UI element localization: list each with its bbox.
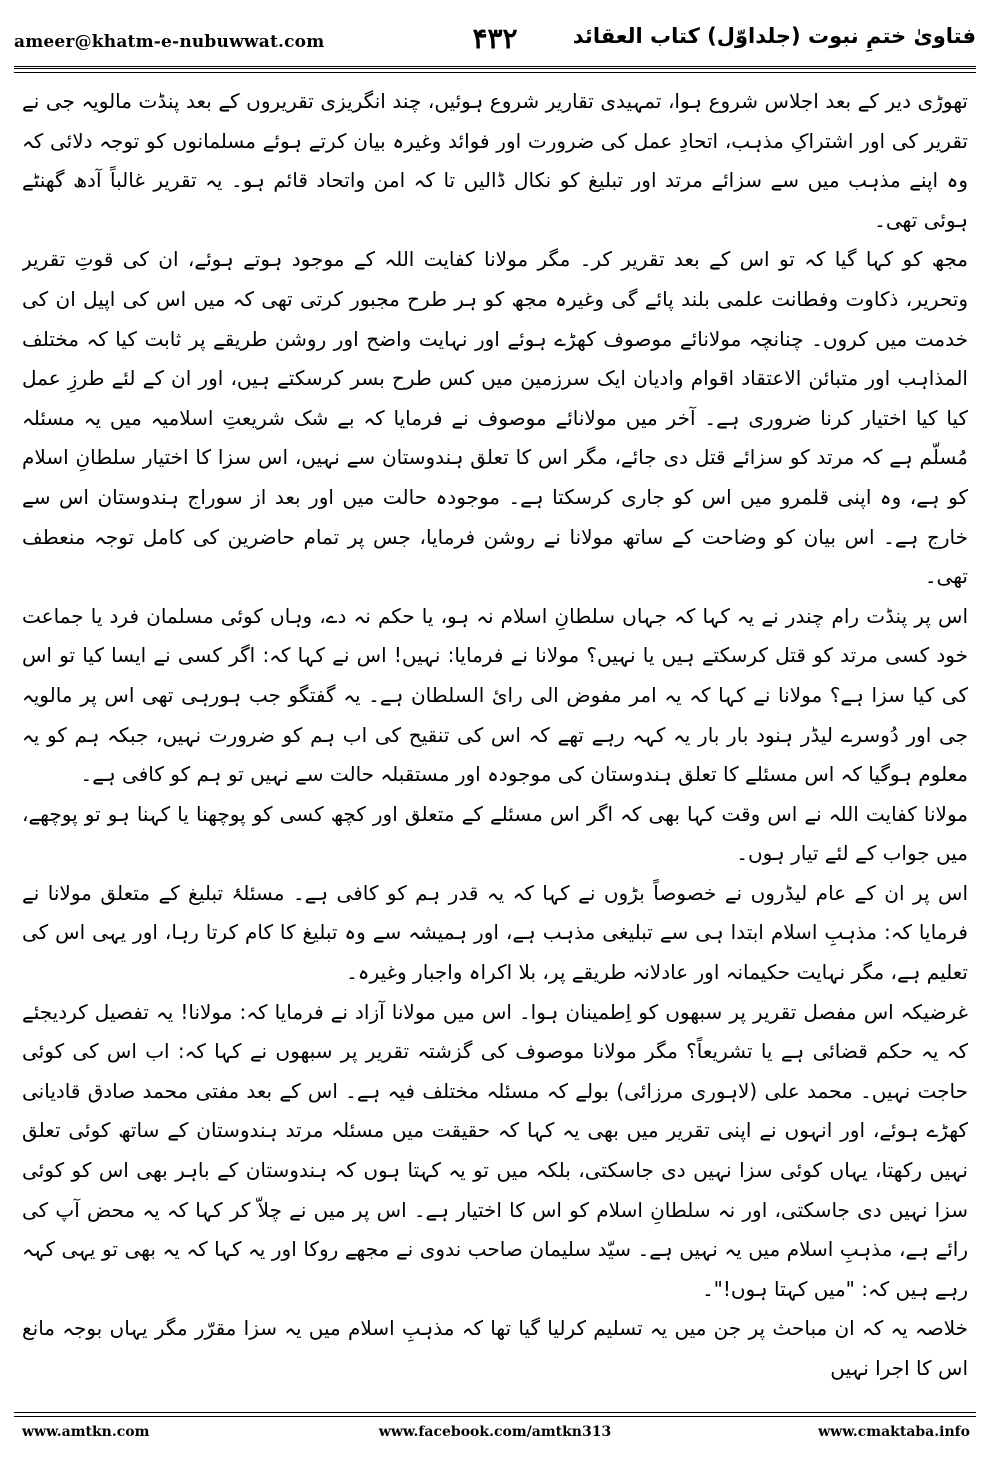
footer-divider xyxy=(14,1412,976,1417)
paragraph: اس پر پنڈت رام چندر نے یہ کہا کہ جہاں سلطانِ اسلام نہ ہو، یا حکم نہ دے، وہاں کوئی مسلمان فرد یا جماعت خود کسی مرتد کو قتل کرسکتے ہیں یا نہیں؟ مولانا نے فرمایا: نہیں! اس نے کہا کہ: اگر کسی نے ایسا کیا تو اس کی کیا سزا ہے؟ مولانا نے کہا کہ یہ امر مفوض الی رائ السلطان ہے۔ یہ گفتگو جب ہورہی تھی اس پر مالویہ جی اور دُوسرے لیڈر ہنود بار بار یہ کہہ رہے تھے کہ اس کی تنقیح کی اب ہم کو ضرورت نہیں، جبکہ ہم کو یہ معلوم ہوگیا کہ اس مسئلے کا تعلق ہندوستان کی موجودہ اور مستقبلہ حالت سے نہیں تو ہم کو کافی ہے۔ xyxy=(22,603,968,787)
header-divider xyxy=(14,66,976,73)
paragraph: خلاصہ یہ کہ ان مباحث پر جن میں یہ تسلیم کرلیا گیا تھا کہ مذہبِ اسلام میں یہ سزا مقرّر مگر یہاں بوجہ مانع اس کا اجرا نہیں xyxy=(22,1316,968,1380)
page-header xyxy=(14,20,976,62)
paragraph: مولانا کفایت اللہ نے اس وقت کہا بھی کہ اگر اس مسئلے کے متعلق اور کچھ کسی کو پوچھنا یا کہنا ہو تو پوچھے، میں جواب کے لئے تیار ہوں۔ xyxy=(22,801,968,866)
paragraph: اس پر ان کے عام لیڈروں نے خصوصاً بڑوں نے کہا کہ یہ قدر ہم کو کافی ہے۔ مسئلۂ تبلیغ کے متعلق مولانا نے فرمایا کہ: مذہبِ اسلام ابتدا ہی سے تبلیغی مذہب ہے، اور ہمیشہ سے وہ تبلیغ کا کام کرتا رہا، اور یہی اس کی تعلیم ہے، مگر نہایت حکیمانہ اور عادلانہ طریقے پر، بلا اکراہ واجبار وغیرہ۔ xyxy=(22,880,968,985)
page-number: ۴۳۲ xyxy=(472,22,518,55)
book-title: فتاویٰ ختمِ نبوت (جلداوّل) کتاب العقائد xyxy=(572,24,976,48)
paragraph: تھوڑی دیر کے بعد اجلاس شروع ہوا، تمہیدی تقاریر شروع ہوئیں، چند انگریزی تقریروں کے بعد پنڈت مالویہ جی نے تقریر کی اور اشتراکِ مذہب، اتحادِ عمل کی ضرورت اور فوائد وغیرہ بیان کرتے ہوئے مسلمانوں کو توجہ دلائی کہ وہ اپنے مذہب میں سے سزائے مرتد اور تبلیغ کو نکال ڈالیں تا کہ امن واتحاد قائم ہو۔ یہ تقریر غالباً آدھ گھنٹے ہوئی تھی۔ xyxy=(22,89,968,232)
page-body xyxy=(22,82,968,1412)
page-footer xyxy=(14,1422,976,1448)
footer-link-amtkn[interactable]: www.amtkn.com xyxy=(22,1424,150,1440)
header-email: ameer@khatm-e-nubuwwat.com xyxy=(14,32,325,52)
paragraph: مجھ کو کہا گیا کہ تو اس کے بعد تقریر کر۔ مگر مولانا کفایت اللہ کے موجود ہوتے ہوئے، ان کی قوتِ تقریر وتحریر، ذکاوت وفطانت علمی بلند پائے گی وغیرہ مجھ کو ہر طرح مجبور کرتی تھی کہ میں اس کی اپیل ان کی خدمت میں کروں۔ چنانچہ مولانائے موصوف کھڑے ہوئے اور نہایت واضح اور روشن طریقے پر ثابت کیا کہ مختلف المذاہب اور متبائن الاعتقاد اقوام وادیان ایک سرزمین میں کس طرح بسر کرسکتے ہیں، اور ان کے لئے طرزِ عمل کیا کیا اختیار کرنا ضروری ہے۔ آخر میں مولانائے موصوف نے فرمایا کہ بے شک شریعتِ اسلامیہ میں یہ مسئلہ مُسلّم ہے کہ مرتد کو سزائے قتل دی جائے، مگر اس کا تعلق ہندوستان سے نہیں، اس سزا کا اختیار سلطانِ اسلام کو ہے، وہ اپنی قلمرو میں اس کو جاری کرسکتا ہے۔ موجودہ حالت میں اور بعد از سوراج ہندوستان اس سے خارج ہے۔ اس بیان کو وضاحت کے ساتھ مولانا نے روشن فرمایا، جس پر تمام حاضرین کی کامل توجہ منعطف تھی۔ xyxy=(22,247,968,589)
paragraph: غرضیکہ اس مفصل تقریر پر سبھوں کو اِطمینان ہوا۔ اس میں مولانا آزاد نے فرمایا کہ: مولانا! یہ تفصیل کردیجئے کہ یہ حکم قضائی ہے یا تشریعاً؟ مگر مولانا موصوف کی گزشتہ تقریر پر سبھوں نے کہا کہ: اب اس کی کوئی حاجت نہیں۔ محمد علی (لاہوری مرزائی) بولے کہ مسئلہ مختلف فیہ ہے۔ اس کے بعد مفتی محمد صادق قادیانی کھڑے ہوئے، اور انہوں نے اپنی تقریر میں بھی یہ کہا کہ حقیقت میں مسئلہ مرتد ہندوستان کے ساتھ کوئی تعلق نہیں رکھتا، یہاں کوئی سزا نہیں دی جاسکتی، بلکہ میں تو یہ کہتا ہوں کہ ہندوستان کے باہر بھی اس کو کوئی سزا نہیں دی جاسکتی، اور نہ سلطانِ اسلام کو اس کا اختیار ہے۔ اس پر میں نے چلاّ کر کہا کہ یہ محض آپ کی رائے ہے، مذہبِ اسلام میں یہ نہیں ہے۔ سیّد سلیمان صاحب ندوی نے مجھے روکا اور یہ کہا کہ یہ بھی تو یہی کہہ رہے ہیں کہ: "میں کہتا ہوں!"۔ xyxy=(22,999,968,1301)
footer-link-facebook[interactable]: www.facebook.com/amtkn313 xyxy=(378,1424,612,1440)
footer-link-cmaktaba[interactable]: www.cmaktaba.info xyxy=(818,1424,970,1440)
